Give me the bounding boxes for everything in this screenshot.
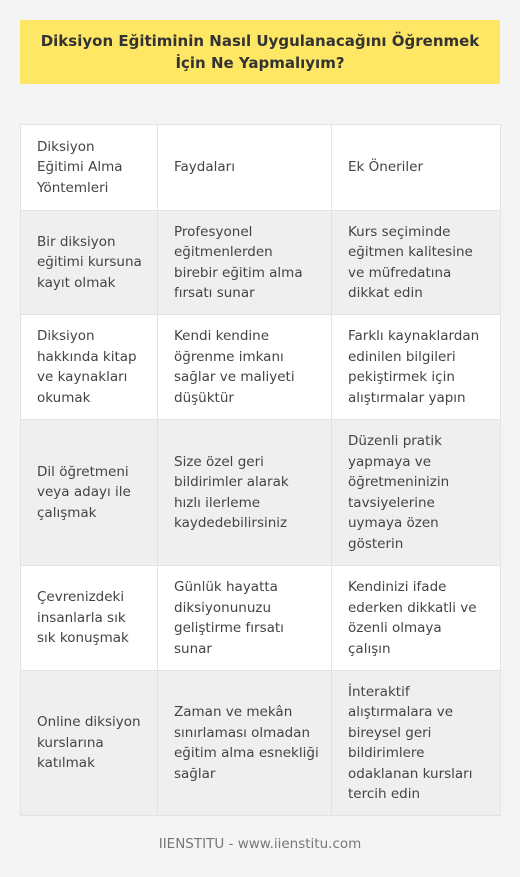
page-title: Diksiyon Eğitiminin Nasıl Uygulanacağını Öğrenmek İçin Ne Yapmalıyım? — [40, 32, 480, 72]
table-cell: Günlük hayatta diksiyonunuzu geliştirme fırsatı sunar — [158, 566, 332, 671]
table-cell: Çevrenizdeki insanlarla sık sık konuşmak — [21, 566, 158, 671]
table-cell: Dil öğretmeni veya adayı ile çalışmak — [21, 420, 158, 566]
table-row — [21, 566, 501, 671]
table-cell: Size özel geri bildirimler alarak hızlı ilerleme kaydedebilirsiniz — [158, 420, 332, 566]
table-cell: Kurs seçiminde eğitmen kalitesine ve müfredatına dikkat edin — [332, 211, 501, 315]
table-cell: Profesyonel eğitmenlerden birebir eğitim alma fırsatı sunar — [158, 211, 332, 315]
table-row — [21, 315, 501, 420]
footer-credit: IIENSTITU - www.iienstitu.com — [158, 836, 362, 852]
header-cell-methods: Diksiyon Eğitimi Alma Yöntemleri — [21, 125, 158, 211]
header-cell-benefits: Faydaları — [158, 125, 332, 211]
table-row — [21, 671, 501, 816]
table-cell: Kendi kendine öğrenme imkanı sağlar ve maliyeti düşüktür — [158, 315, 332, 420]
diction-methods-table — [20, 124, 501, 816]
table-cell: Farklı kaynaklardan edinilen bilgileri pekiştirmek için alıştırmalar yapın — [332, 315, 501, 420]
table-cell: Zaman ve mekân sınırlaması olmadan eğitim alma esnekliği sağlar — [158, 671, 332, 816]
table-cell: Kendinizi ifade ederken dikkatli ve özenli olmaya çalışın — [332, 566, 501, 671]
table-cell: Diksiyon hakkında kitap ve kaynakları okumak — [21, 315, 158, 420]
table-row — [21, 211, 501, 315]
table-cell: Online diksiyon kurslarına katılmak — [21, 671, 158, 816]
title-banner — [20, 20, 500, 84]
table-row — [21, 420, 501, 566]
table-header-row — [21, 125, 501, 211]
header-cell-suggestions: Ek Öneriler — [332, 125, 501, 211]
table-cell: İnteraktif alıştırmalara ve bireysel geri bildirimlere odaklanan kursları tercih edin — [332, 671, 501, 816]
table-cell: Bir diksiyon eğitimi kursuna kayıt olmak — [21, 211, 158, 315]
table-cell: Düzenli pratik yapmaya ve öğretmeninizin tavsiyelerine uymaya özen gösterin — [332, 420, 501, 566]
